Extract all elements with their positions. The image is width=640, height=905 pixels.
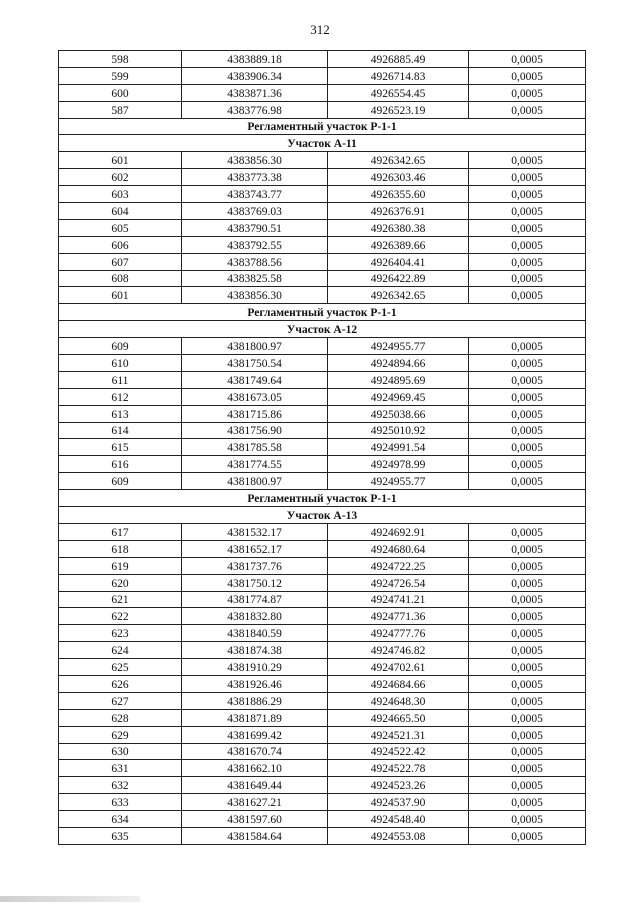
point-number-cell: 618: [59, 540, 182, 557]
table-row: [59, 726, 586, 743]
x-coordinate-cell: 4383856.30: [182, 287, 328, 304]
tolerance-cell: 0,0005: [469, 675, 586, 692]
point-number-cell: 635: [59, 827, 182, 844]
y-coordinate-cell: 4924894.66: [328, 355, 469, 372]
tolerance-cell: 0,0005: [469, 574, 586, 591]
point-number-cell: 598: [59, 51, 182, 68]
table-row: [59, 439, 586, 456]
table-row: [59, 608, 586, 625]
y-coordinate-cell: 4924702.61: [328, 659, 469, 676]
tolerance-cell: 0,0005: [469, 422, 586, 439]
y-coordinate-cell: 4924648.30: [328, 692, 469, 709]
x-coordinate-cell: 4383769.03: [182, 203, 328, 220]
table-row: [59, 101, 586, 118]
y-coordinate-cell: 4924553.08: [328, 827, 469, 844]
table-row: [59, 186, 586, 203]
x-coordinate-cell: 4381737.76: [182, 557, 328, 574]
point-number-cell: 614: [59, 422, 182, 439]
table-row: [59, 760, 586, 777]
x-coordinate-cell: 4381627.21: [182, 794, 328, 811]
point-number-cell: 609: [59, 473, 182, 490]
tolerance-cell: 0,0005: [469, 253, 586, 270]
point-number-cell: 602: [59, 169, 182, 186]
y-coordinate-cell: 4924771.36: [328, 608, 469, 625]
table-row: [59, 405, 586, 422]
x-coordinate-cell: 4383871.36: [182, 84, 328, 101]
table-row: [59, 523, 586, 540]
point-number-cell: 600: [59, 84, 182, 101]
table-row: [59, 540, 586, 557]
tolerance-cell: 0,0005: [469, 794, 586, 811]
x-coordinate-cell: 4381699.42: [182, 726, 328, 743]
x-coordinate-cell: 4383792.55: [182, 236, 328, 253]
table-row: [59, 203, 586, 220]
table-row: [59, 811, 586, 828]
tolerance-cell: 0,0005: [469, 169, 586, 186]
x-coordinate-cell: 4383906.34: [182, 67, 328, 84]
point-number-cell: 611: [59, 371, 182, 388]
tolerance-cell: 0,0005: [469, 219, 586, 236]
x-coordinate-cell: 4381910.29: [182, 659, 328, 676]
section-header-row: [59, 490, 586, 507]
x-coordinate-cell: 4383825.58: [182, 270, 328, 287]
table-row: [59, 338, 586, 355]
y-coordinate-cell: 4926554.45: [328, 84, 469, 101]
point-number-cell: 615: [59, 439, 182, 456]
table-row: [59, 557, 586, 574]
x-coordinate-cell: 4381874.38: [182, 642, 328, 659]
y-coordinate-cell: 4926380.38: [328, 219, 469, 236]
table-row: [59, 642, 586, 659]
tolerance-cell: 0,0005: [469, 709, 586, 726]
table-row: [59, 287, 586, 304]
x-coordinate-cell: 4383788.56: [182, 253, 328, 270]
y-coordinate-cell: 4924777.76: [328, 625, 469, 642]
table-row: [59, 67, 586, 84]
x-coordinate-cell: 4383776.98: [182, 101, 328, 118]
point-number-cell: 627: [59, 692, 182, 709]
x-coordinate-cell: 4383773.38: [182, 169, 328, 186]
tolerance-cell: 0,0005: [469, 456, 586, 473]
y-coordinate-cell: 4926342.65: [328, 287, 469, 304]
tolerance-cell: 0,0005: [469, 625, 586, 642]
point-number-cell: 606: [59, 236, 182, 253]
tolerance-cell: 0,0005: [469, 591, 586, 608]
table-row: [59, 473, 586, 490]
point-number-cell: 624: [59, 642, 182, 659]
x-coordinate-cell: 4381715.86: [182, 405, 328, 422]
section-header-row: [59, 304, 586, 321]
table-row: [59, 591, 586, 608]
x-coordinate-cell: 4381800.97: [182, 338, 328, 355]
table-row: [59, 794, 586, 811]
point-number-cell: 633: [59, 794, 182, 811]
point-number-cell: 623: [59, 625, 182, 642]
tolerance-cell: 0,0005: [469, 540, 586, 557]
tolerance-cell: 0,0005: [469, 84, 586, 101]
point-number-cell: 605: [59, 219, 182, 236]
y-coordinate-cell: 4924722.25: [328, 557, 469, 574]
tolerance-cell: 0,0005: [469, 659, 586, 676]
y-coordinate-cell: 4924895.69: [328, 371, 469, 388]
x-coordinate-cell: 4381749.64: [182, 371, 328, 388]
point-number-cell: 625: [59, 659, 182, 676]
point-number-cell: 631: [59, 760, 182, 777]
table-row: [59, 456, 586, 473]
coordinates-table-body: [59, 51, 586, 845]
tolerance-cell: 0,0005: [469, 726, 586, 743]
y-coordinate-cell: 4924680.64: [328, 540, 469, 557]
table-row: [59, 422, 586, 439]
point-number-cell: 629: [59, 726, 182, 743]
x-coordinate-cell: 4381652.17: [182, 540, 328, 557]
tolerance-cell: 0,0005: [469, 473, 586, 490]
x-coordinate-cell: 4381750.12: [182, 574, 328, 591]
table-row: [59, 574, 586, 591]
table-row: [59, 236, 586, 253]
point-number-cell: 620: [59, 574, 182, 591]
section-header: Регламентный участок Р-1-1: [59, 304, 586, 321]
tolerance-cell: 0,0005: [469, 642, 586, 659]
point-number-cell: 612: [59, 388, 182, 405]
y-coordinate-cell: 4924692.91: [328, 523, 469, 540]
y-coordinate-cell: 4926404.41: [328, 253, 469, 270]
point-number-cell: 634: [59, 811, 182, 828]
y-coordinate-cell: 4924969.45: [328, 388, 469, 405]
x-coordinate-cell: 4381774.87: [182, 591, 328, 608]
section-header-row: [59, 118, 586, 135]
tolerance-cell: 0,0005: [469, 388, 586, 405]
table-row: [59, 219, 586, 236]
tolerance-cell: 0,0005: [469, 405, 586, 422]
table-row: [59, 709, 586, 726]
y-coordinate-cell: 4925010.92: [328, 422, 469, 439]
page-number: 312: [310, 22, 330, 37]
x-coordinate-cell: 4381750.54: [182, 355, 328, 372]
point-number-cell: 609: [59, 338, 182, 355]
tolerance-cell: 0,0005: [469, 827, 586, 844]
table-row: [59, 169, 586, 186]
table-row: [59, 371, 586, 388]
x-coordinate-cell: 4381662.10: [182, 760, 328, 777]
x-coordinate-cell: 4381886.29: [182, 692, 328, 709]
x-coordinate-cell: 4381673.05: [182, 388, 328, 405]
y-coordinate-cell: 4926422.89: [328, 270, 469, 287]
tolerance-cell: 0,0005: [469, 203, 586, 220]
point-number-cell: 632: [59, 777, 182, 794]
table-row: [59, 388, 586, 405]
x-coordinate-cell: 4381871.89: [182, 709, 328, 726]
scan-artifact: [0, 896, 140, 902]
y-coordinate-cell: 4924726.54: [328, 574, 469, 591]
x-coordinate-cell: 4383743.77: [182, 186, 328, 203]
table-row: [59, 743, 586, 760]
x-coordinate-cell: 4381597.60: [182, 811, 328, 828]
point-number-cell: 628: [59, 709, 182, 726]
y-coordinate-cell: 4924537.90: [328, 794, 469, 811]
tolerance-cell: 0,0005: [469, 67, 586, 84]
tolerance-cell: 0,0005: [469, 236, 586, 253]
y-coordinate-cell: 4924521.31: [328, 726, 469, 743]
point-number-cell: 626: [59, 675, 182, 692]
tolerance-cell: 0,0005: [469, 523, 586, 540]
section-header: Участок А-12: [59, 321, 586, 338]
y-coordinate-cell: 4926303.46: [328, 169, 469, 186]
point-number-cell: 607: [59, 253, 182, 270]
y-coordinate-cell: 4926355.60: [328, 186, 469, 203]
table-row: [59, 659, 586, 676]
y-coordinate-cell: 4924522.42: [328, 743, 469, 760]
tolerance-cell: 0,0005: [469, 371, 586, 388]
y-coordinate-cell: 4924548.40: [328, 811, 469, 828]
table-row: [59, 253, 586, 270]
tolerance-cell: 0,0005: [469, 608, 586, 625]
x-coordinate-cell: 4381584.64: [182, 827, 328, 844]
tolerance-cell: 0,0005: [469, 811, 586, 828]
table-row: [59, 827, 586, 844]
y-coordinate-cell: 4926342.65: [328, 152, 469, 169]
tolerance-cell: 0,0005: [469, 760, 586, 777]
section-header-row: [59, 135, 586, 152]
table-row: [59, 777, 586, 794]
y-coordinate-cell: 4924741.21: [328, 591, 469, 608]
x-coordinate-cell: 4381800.97: [182, 473, 328, 490]
x-coordinate-cell: 4381670.74: [182, 743, 328, 760]
section-header: Регламентный участок Р-1-1: [59, 490, 586, 507]
y-coordinate-cell: 4924523.26: [328, 777, 469, 794]
x-coordinate-cell: 4381926.46: [182, 675, 328, 692]
tolerance-cell: 0,0005: [469, 270, 586, 287]
x-coordinate-cell: 4381840.59: [182, 625, 328, 642]
section-header: Участок А-13: [59, 507, 586, 524]
tolerance-cell: 0,0005: [469, 692, 586, 709]
tolerance-cell: 0,0005: [469, 439, 586, 456]
x-coordinate-cell: 4381832.80: [182, 608, 328, 625]
y-coordinate-cell: 4924522.78: [328, 760, 469, 777]
section-header: Регламентный участок Р-1-1: [59, 118, 586, 135]
point-number-cell: 616: [59, 456, 182, 473]
x-coordinate-cell: 4381649.44: [182, 777, 328, 794]
tolerance-cell: 0,0005: [469, 355, 586, 372]
table-row: [59, 625, 586, 642]
coordinates-table: [58, 50, 586, 845]
y-coordinate-cell: 4924665.50: [328, 709, 469, 726]
x-coordinate-cell: 4381785.58: [182, 439, 328, 456]
tolerance-cell: 0,0005: [469, 743, 586, 760]
tolerance-cell: 0,0005: [469, 51, 586, 68]
point-number-cell: 621: [59, 591, 182, 608]
x-coordinate-cell: 4381532.17: [182, 523, 328, 540]
point-number-cell: 622: [59, 608, 182, 625]
tolerance-cell: 0,0005: [469, 101, 586, 118]
table-row: [59, 152, 586, 169]
y-coordinate-cell: 4924955.77: [328, 338, 469, 355]
table-row: [59, 270, 586, 287]
x-coordinate-cell: 4383889.18: [182, 51, 328, 68]
y-coordinate-cell: 4926523.19: [328, 101, 469, 118]
point-number-cell: 617: [59, 523, 182, 540]
tolerance-cell: 0,0005: [469, 338, 586, 355]
table-row: [59, 355, 586, 372]
y-coordinate-cell: 4924978.99: [328, 456, 469, 473]
y-coordinate-cell: 4926376.91: [328, 203, 469, 220]
point-number-cell: 619: [59, 557, 182, 574]
y-coordinate-cell: 4926389.66: [328, 236, 469, 253]
y-coordinate-cell: 4926885.49: [328, 51, 469, 68]
x-coordinate-cell: 4381756.90: [182, 422, 328, 439]
tolerance-cell: 0,0005: [469, 152, 586, 169]
point-number-cell: 610: [59, 355, 182, 372]
x-coordinate-cell: 4383790.51: [182, 219, 328, 236]
point-number-cell: 604: [59, 203, 182, 220]
section-header-row: [59, 507, 586, 524]
table-row: [59, 51, 586, 68]
section-header: Участок А-11: [59, 135, 586, 152]
y-coordinate-cell: 4924955.77: [328, 473, 469, 490]
y-coordinate-cell: 4925038.66: [328, 405, 469, 422]
point-number-cell: 601: [59, 287, 182, 304]
point-number-cell: 601: [59, 152, 182, 169]
table-row: [59, 692, 586, 709]
table-row: [59, 84, 586, 101]
point-number-cell: 599: [59, 67, 182, 84]
x-coordinate-cell: 4383856.30: [182, 152, 328, 169]
y-coordinate-cell: 4926714.83: [328, 67, 469, 84]
y-coordinate-cell: 4924991.54: [328, 439, 469, 456]
tolerance-cell: 0,0005: [469, 186, 586, 203]
point-number-cell: 587: [59, 101, 182, 118]
point-number-cell: 608: [59, 270, 182, 287]
y-coordinate-cell: 4924684.66: [328, 675, 469, 692]
table-row: [59, 675, 586, 692]
section-header-row: [59, 321, 586, 338]
tolerance-cell: 0,0005: [469, 287, 586, 304]
point-number-cell: 630: [59, 743, 182, 760]
tolerance-cell: 0,0005: [469, 777, 586, 794]
point-number-cell: 603: [59, 186, 182, 203]
x-coordinate-cell: 4381774.55: [182, 456, 328, 473]
y-coordinate-cell: 4924746.82: [328, 642, 469, 659]
point-number-cell: 613: [59, 405, 182, 422]
tolerance-cell: 0,0005: [469, 557, 586, 574]
